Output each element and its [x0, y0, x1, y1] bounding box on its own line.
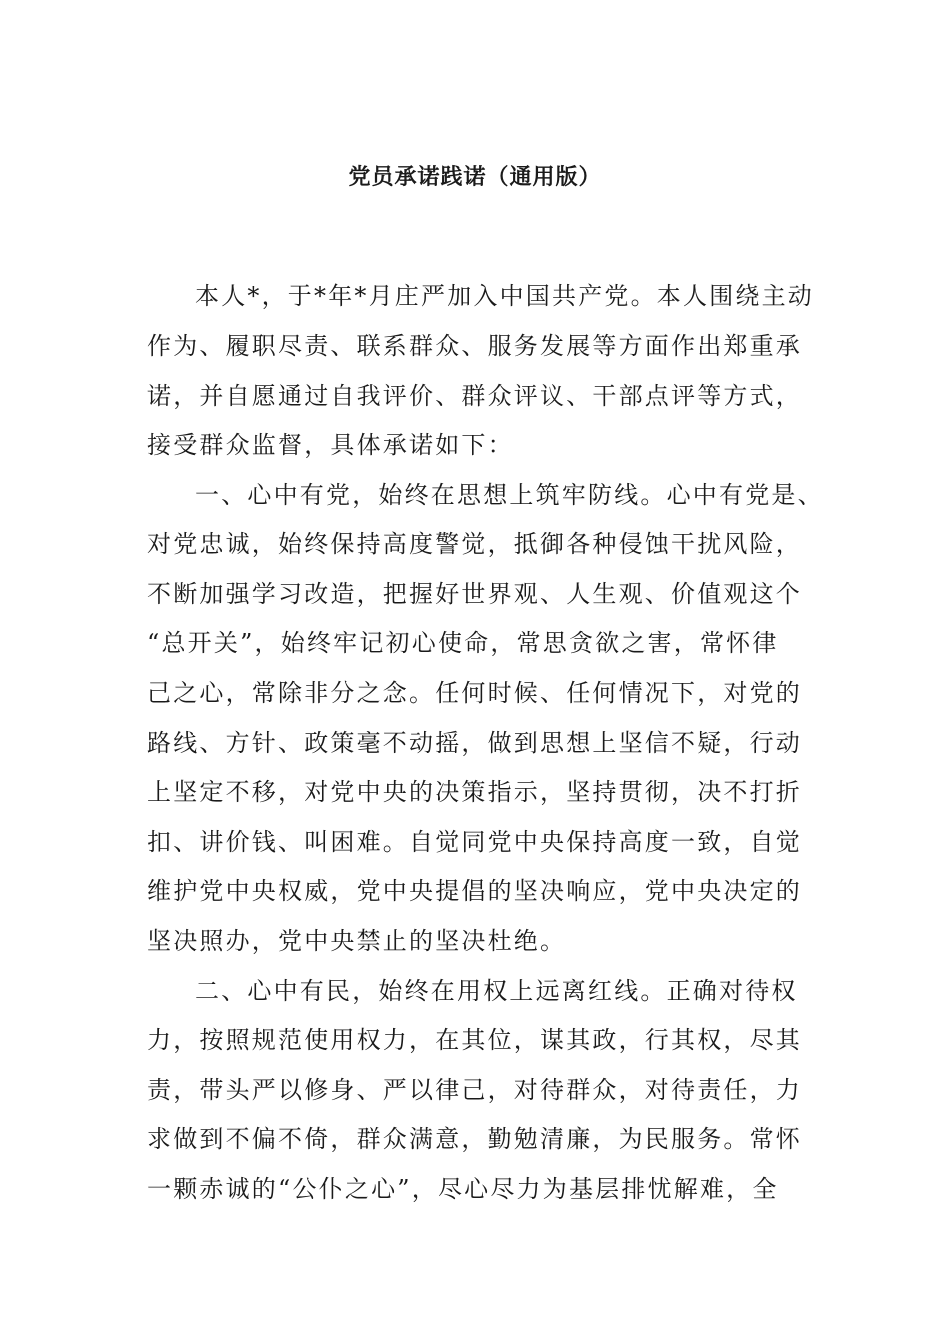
paragraph-line: 扣、讲价钱、叫困难。自觉同党中央保持高度一致，自觉 — [147, 828, 802, 856]
paragraph-line: 不断加强学习改造，把握好世界观、人生观、价值观这个 — [147, 580, 802, 608]
paragraph-line: 路线、方针、政策毫不动摇，做到思想上坚信不疑，行动 — [147, 729, 802, 757]
paragraph-line: 一颗赤诚的“公仆之心”，尽心尽力为基层排忧解难，全 — [147, 1175, 779, 1203]
paragraph-line: 己之心，常除非分之念。任何时候、任何情况下，对党的 — [147, 679, 802, 707]
paragraph-line: 本人*，于*年*月庄严加入中国共产党。本人围绕主动 — [195, 282, 814, 310]
paragraph-line: 坚决照办，党中央禁止的坚决杜绝。 — [147, 927, 567, 955]
page-title: 党员承诺践诺（通用版） — [348, 164, 602, 190]
paragraph-line: 上坚定不移，对党中央的决策指示，坚持贯彻，决不打折 — [147, 778, 802, 806]
paragraph-line: 接受群众监督，具体承诺如下： — [147, 431, 514, 459]
paragraph-line: 诺，并自愿通过自我评价、群众评议、干部点评等方式， — [147, 382, 802, 410]
paragraph-line: “总开关”，始终牢记初心使命，常思贪欲之害，常怀律 — [147, 629, 779, 657]
paragraph-line: 作为、履职尽责、联系群众、服务发展等方面作出郑重承 — [147, 332, 802, 360]
paragraph-line: 力，按照规范使用权力，在其位，谋其政，行其权，尽其 — [147, 1026, 802, 1054]
paragraph-line: 维护党中央权威，党中央提倡的坚决响应，党中央决定的 — [147, 877, 802, 905]
paragraph-line: 责，带头严以修身、严以律己，对待群众，对待责任，力 — [147, 1076, 802, 1104]
paragraph-line: 二、心中有民，始终在用权上远离红线。正确对待权 — [195, 977, 798, 1005]
paragraph-line: 一、心中有党，始终在思想上筑牢防线。心中有党是、 — [195, 481, 824, 509]
paragraph-line: 对党忠诚，始终保持高度警觉，抵御各种侵蚀干扰风险， — [147, 530, 802, 558]
paragraph-line: 求做到不偏不倚，群众满意，勤勉清廉，为民服务。常怀 — [147, 1125, 802, 1153]
